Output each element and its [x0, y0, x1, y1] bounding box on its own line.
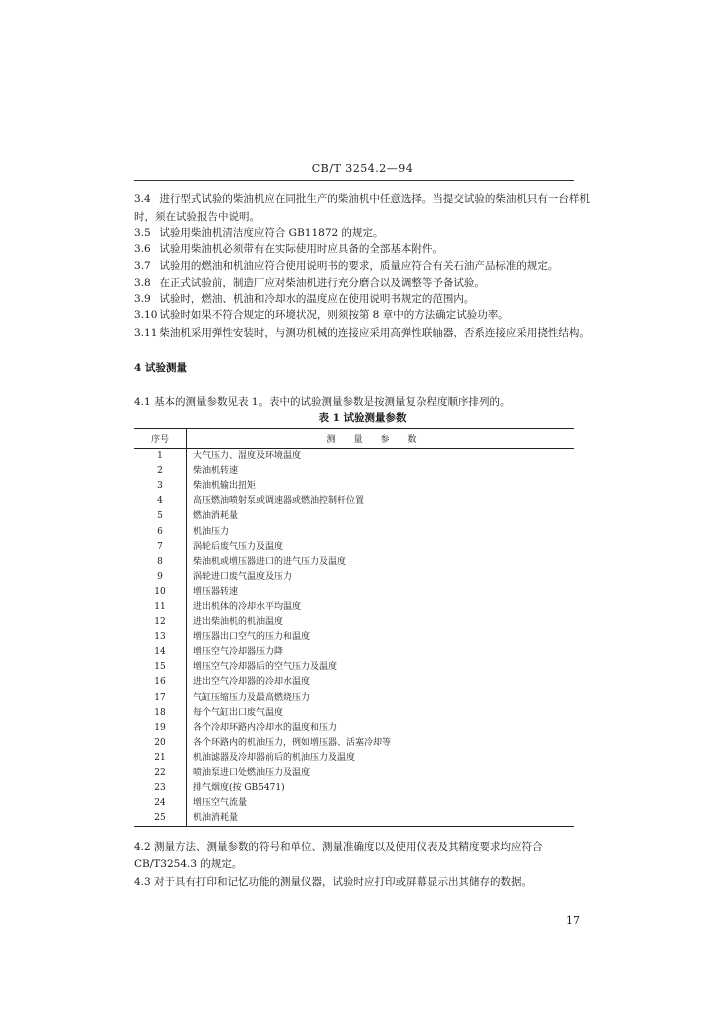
row-index: 21 — [134, 751, 187, 766]
table-row — [134, 600, 574, 615]
table-row — [134, 494, 574, 509]
clause-3-11 — [134, 324, 590, 342]
row-index: 3 — [134, 479, 187, 494]
table-row — [134, 736, 574, 751]
table-header-row — [134, 429, 574, 449]
row-parameter: 机油滤器及冷却器前后的机油压力及温度 — [193, 752, 356, 763]
table-row — [134, 479, 574, 494]
clause-3-7 — [134, 257, 584, 275]
row-parameter: 大气压力、湿度及环境温度 — [193, 451, 302, 462]
clause-text: 在正式试验前，制造厂应对柴油机进行充分磨合以及调整等予备试验。 — [159, 277, 485, 289]
row-parameter: 进出柴油机的机油温度 — [193, 617, 284, 628]
row-index: 8 — [134, 555, 187, 570]
clause-4-3: 4.3 对于具有打印和记忆功能的测量仪器，试验时应打印或屏幕显示出其储存的数据。 — [134, 876, 533, 888]
row-parameter: 排气烟度(按 GB5471) — [193, 783, 285, 794]
table-row — [134, 645, 574, 660]
row-parameter: 喷油泵进口处燃油压力及温度 — [193, 768, 311, 779]
table-row — [134, 751, 574, 766]
clause-number: 3.6 — [134, 243, 151, 255]
row-parameter: 各个冷却环路内冷却水的温度和压力 — [193, 722, 338, 733]
table-row — [134, 509, 574, 524]
row-parameter: 进出空气冷却器的冷却水温度 — [193, 677, 311, 688]
row-parameter: 气缸压缩压力及最高燃烧压力 — [193, 692, 311, 703]
row-index: 9 — [134, 570, 187, 585]
clause-3-6 — [134, 240, 584, 258]
row-parameter: 燃油消耗量 — [193, 511, 239, 522]
clause-text: 试验时如果不符合规定的环境状况，则须按第 8 章中的方法确定试验功率。 — [159, 309, 509, 321]
row-index: 4 — [134, 494, 187, 509]
table-row — [134, 540, 574, 555]
row-index: 24 — [134, 796, 187, 811]
row-index: 22 — [134, 766, 187, 781]
clause-number: 3.9 — [134, 293, 151, 305]
table-row — [134, 570, 574, 585]
table-row — [134, 464, 574, 479]
row-index: 2 — [134, 464, 187, 479]
column-header-parameter: 测量参数 — [187, 429, 575, 449]
row-index: 7 — [134, 540, 187, 555]
clause-3-4-line-1 — [134, 190, 590, 208]
clause-number: 3.8 — [134, 277, 151, 289]
row-parameter: 增压空气冷却器后的空气压力及温度 — [193, 662, 338, 673]
page-number: 17 — [566, 914, 580, 927]
clause-text: 试验时，燃油、机油和冷却水的温度应在使用说明书规定的范围内。 — [159, 293, 475, 305]
row-index: 15 — [134, 660, 187, 675]
row-parameter: 柴油机或增压器进口的进气压力及温度 — [193, 556, 347, 567]
clause-text: 试验用柴油机必须带有在实际使用时应具备的全部基本附件。 — [159, 243, 443, 255]
row-index: 1 — [134, 449, 187, 465]
row-parameter: 增压器转速 — [193, 586, 239, 597]
row-parameter: 增压空气流量 — [193, 798, 248, 809]
clause-number: 3.7 — [134, 260, 151, 272]
table-row — [134, 555, 574, 570]
table-row — [134, 811, 574, 827]
clause-4-2-line-2: CB/T3254.3 的规定。 — [134, 858, 243, 870]
table-row — [134, 630, 574, 645]
row-index: 23 — [134, 781, 187, 796]
clause-3-4-line-2: 时，须在试验报告中说明。 — [134, 211, 260, 223]
row-parameter: 柴油机转速 — [193, 466, 239, 477]
table-row — [134, 721, 574, 736]
row-index: 16 — [134, 675, 187, 690]
table-row — [134, 660, 574, 675]
row-parameter: 每个气缸出口废气温度 — [193, 707, 284, 718]
column-header-index: 序号 — [134, 429, 187, 449]
row-parameter: 机油消耗量 — [187, 811, 575, 827]
row-index: 12 — [134, 615, 187, 630]
clause-number: 3.11 — [134, 327, 158, 339]
table-row — [134, 524, 574, 539]
measurement-parameters-table — [134, 428, 574, 827]
row-parameter: 各个环路内的机油压力，例如增压器、活塞冷却等 — [193, 737, 392, 748]
clause-text: 试验用的燃油和机油应符合使用说明书的要求，质量应符合有关石油产品标准的规定。 — [159, 260, 559, 272]
row-index: 19 — [134, 721, 187, 736]
row-index: 14 — [134, 645, 187, 660]
row-index: 5 — [134, 509, 187, 524]
clause-number: 3.4 — [134, 193, 151, 205]
clause-4-1: 4.1 基本的测量参数见表 1。表中的试验测量参数是按测量复杂程度顺序排列的。 — [134, 396, 511, 408]
section-4-title: 4 试验测量 — [134, 362, 187, 374]
clause-text: 试验用柴油机清洁度应符合 GB11872 的规定。 — [159, 227, 384, 239]
table-row — [134, 781, 574, 796]
clause-number: 3.10 — [134, 309, 158, 321]
row-index: 17 — [134, 691, 187, 706]
row-parameter: 机油压力 — [193, 526, 230, 537]
table-row — [134, 766, 574, 781]
row-parameter: 柴油机输出扭矩 — [193, 481, 257, 492]
row-index: 6 — [134, 524, 187, 539]
row-parameter: 涡轮进口废气温度及压力 — [193, 571, 293, 582]
table-row — [134, 691, 574, 706]
clause-text: 进行型式试验的柴油机应在同批生产的柴油机中任意选择。当提交试验的柴油机只有一台样机 — [159, 193, 590, 205]
table-caption: 表 1 试验测量参数 — [318, 412, 407, 424]
table-row — [134, 585, 574, 600]
row-index: 11 — [134, 600, 187, 615]
row-index: 10 — [134, 585, 187, 600]
clause-number: 3.5 — [134, 227, 151, 239]
table-row — [134, 449, 574, 465]
clause-3-10 — [134, 306, 584, 324]
row-index: 25 — [134, 811, 187, 827]
table-row — [134, 796, 574, 811]
row-parameter: 增压器出口空气的压力和温度 — [193, 632, 311, 643]
row-parameter: 进出机体的冷却水平均温度 — [193, 601, 302, 612]
row-index: 20 — [134, 736, 187, 751]
header-rule — [134, 180, 574, 181]
row-parameter: 涡轮后废气压力及温度 — [193, 541, 284, 552]
document-code: CB/T 3254.2—94 — [311, 162, 414, 175]
clause-4-2-line-1: 4.2 测量方法、测量参数的符号和单位、测量准确度以及使用仪表及其精度要求均应符合 — [134, 841, 543, 853]
row-index: 13 — [134, 630, 187, 645]
row-index: 18 — [134, 706, 187, 721]
row-parameter: 高压燃油喷射泵或调速器或燃油控制杆位置 — [193, 496, 365, 507]
row-parameter: 增压空气冷却器压力降 — [193, 647, 284, 658]
clause-text: 柴油机采用弹性安装时，与测功机械的连接应采用高弹性联轴器，否系连接应采用挠性结构。 — [159, 327, 590, 339]
table-row — [134, 615, 574, 630]
table-row — [134, 675, 574, 690]
table-row — [134, 706, 574, 721]
